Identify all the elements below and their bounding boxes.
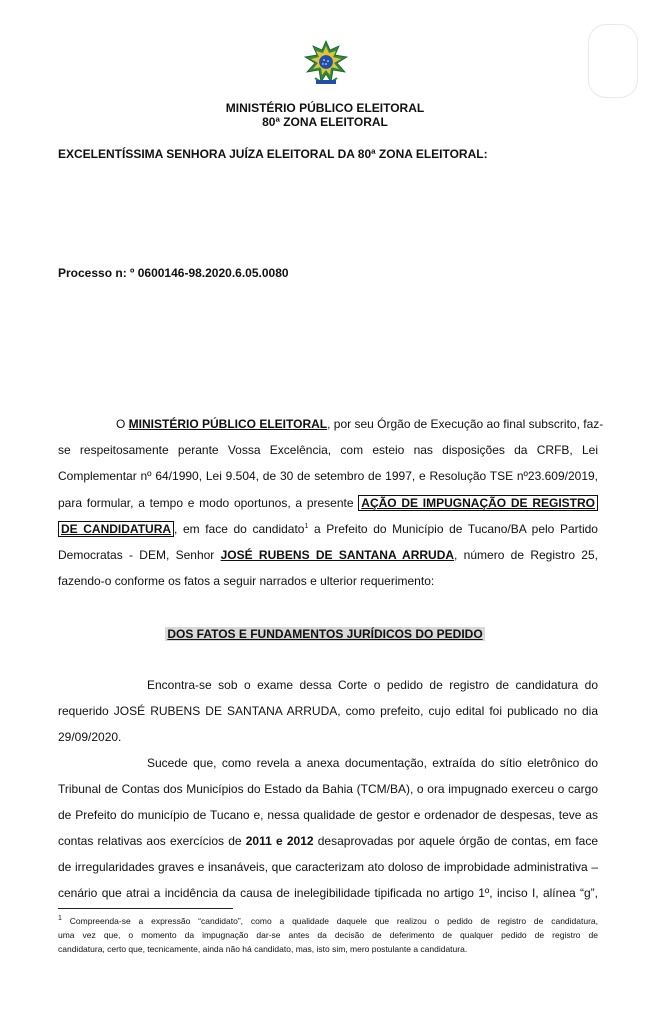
action-title-box-cont: DE CANDIDATURA: [58, 521, 174, 537]
addressee-line: EXCELENTÍSSIMA SENHORA JUÍZA ELEITORAL DA 80ª ZONA ELEITORAL:: [58, 147, 488, 161]
text: O: [116, 417, 129, 431]
para2-line1: Encontra-se sob o exame dessa Corte o pedido de registro de candidatura do: [147, 678, 598, 692]
footnote-rule: [58, 908, 233, 909]
footnote-line2: uma vez que, o momento da impugnação dar-se antes da decisão de deferimento de qualquer pedido de registro de: [58, 930, 598, 940]
para1-line2: se respeitosamente perante Vossa Excelência, com esteio nas disposições da CRFB, Lei: [58, 443, 598, 457]
text: , número de Registro 25,: [454, 548, 598, 562]
footnote-number: 1: [58, 915, 62, 923]
years-bold: 2011 e 2012: [245, 834, 314, 848]
para1-line3: Complementar nº 64/1990, Lei 9.504, de 30 de setembro de 1997, e Resolução TSE nº23.609/2019,: [58, 469, 598, 483]
para3-line2: Tribunal de Contas dos Municípios do Estado da Bahia (TCM/BA), o ora impugnado exerceu o cargo: [58, 782, 598, 796]
para1-line5: [58, 522, 598, 537]
zone-title: 80ª ZONA ELEITORAL: [262, 115, 388, 129]
para3-line3: de Prefeito do município de Tucano e, nessa qualidade de gestor e ordenador de despesas, teve as: [58, 808, 598, 822]
para3-line5: de irregularidades graves e insanáveis, que caracterizam ato doloso de improbidade administrativa –: [58, 860, 598, 874]
para3-line4: [58, 834, 598, 849]
text: desaprovadas por aquele órgão de contas, em face: [313, 834, 598, 848]
section-title-text: DOS FATOS E FUNDAMENTOS JURÍDICOS DO PEDIDO: [167, 627, 483, 641]
para3-line1: Sucede que, como revela a anexa documentação, extraída do sítio eletrônico do: [147, 756, 598, 770]
process-number: Processo n: º 0600146-98.2020.6.05.0080: [58, 266, 289, 280]
text: , por seu Órgão de Execução ao final subscrito, faz-: [327, 417, 604, 431]
para3-line6: cenário que atrai a incidência da causa de inelegibilidade tipificada no artigo 1º, inciso I, alínea “g”,: [58, 886, 598, 900]
para1-line4: [58, 496, 598, 511]
para2-line3: 29/09/2020.: [58, 730, 122, 744]
coat-of-arms-emblem: [303, 40, 349, 88]
para1-line1: [116, 417, 604, 432]
text: Democratas - DEM, Senhor: [58, 548, 221, 562]
footnote-line3: candidatura, certo que, tecnicamente, ainda não há candidato, mas, isto sim, mero postulante a candidatura.: [58, 944, 468, 954]
ministry-title: MINISTÉRIO PÚBLICO ELEITORAL: [225, 101, 425, 115]
text: para formular, a tempo e modo oportunos, a presente: [58, 496, 359, 510]
para2-line2: requerido JOSÉ RUBENS DE SANTANA ARRUDA, como prefeito, cujo edital foi publicado no dia: [58, 704, 598, 718]
footnote-line1: [58, 916, 598, 927]
scroll-handle[interactable]: [588, 24, 638, 98]
candidate-name: JOSÉ RUBENS DE SANTANA ARRUDA: [220, 548, 455, 562]
organization-name: MINISTÉRIO PÚBLICO ELEITORAL: [128, 417, 328, 431]
text: Compreenda-se a expressão “candidato”, como a qualidade daquele que realizou o pedido de registro de candidatura,: [61, 916, 598, 926]
text: , em face do candidato: [174, 522, 305, 536]
text: a Prefeito do Município de Tucano/BA pelo Partido: [308, 522, 598, 536]
action-title-box: AÇÃO DE IMPUGNAÇÃO DE REGISTRO: [358, 495, 598, 511]
section-title: [0, 627, 650, 641]
para1-line7: fazendo-o conforme os fatos a seguir narrados e ulterior requerimento:: [58, 574, 435, 588]
para1-line6: [58, 548, 598, 563]
text: contas relativas aos exercícios de: [58, 834, 246, 848]
footnote-ref[interactable]: 1: [304, 523, 309, 530]
